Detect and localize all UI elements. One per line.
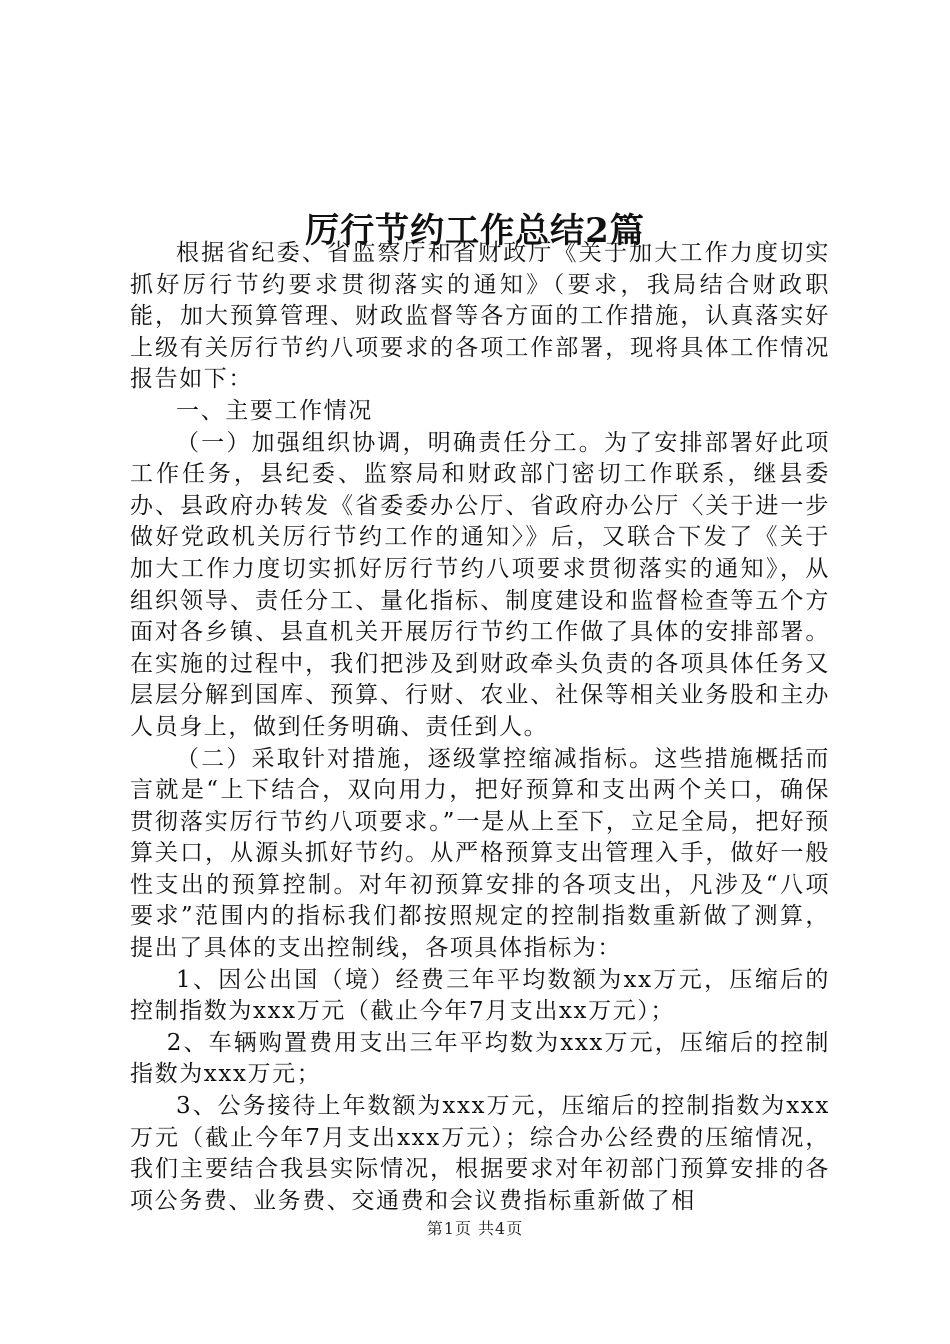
section-heading-main-work: 一、主要工作情况	[176, 397, 373, 424]
list-item-reception-expense: 3、公务接待上年数额为xxx万元，压缩后的控制指数为xxx万元（截止今年7月支出xxx万元）；综合办公经费的压缩情况，我们主要结合我县实际情况，根据要求对年初部门预算安排的各项公务费、业务费、交通费和会议费指标重新做了相	[130, 1093, 830, 1214]
paragraph-organization: （一）加强组织协调，明确责任分工。为了安排部署好此项工作任务，县纪委、监察局和财政部门密切工作联系，继县委办、县政府办转发《省委委办公厅、省政府办公厅〈关于进一步做好党政机关厉行节约工作的通知〉》后，又联合下发了《关于加大工作力度切实抓好厉行节约八项要求贯彻落实的通知》，从组织领导、责任分工、量化指标、制度建设和监督检查等五个方面对各乡镇、县直机关开展厉行节约工作做了具体的安排部署。在实施的过程中，我们把涉及到财政牵头负责的各项具体任务又层层分解到国库、预算、行财、农业、社保等相关业务股和主办人员身上，做到任务明确、责任到人。	[130, 429, 830, 740]
list-item-vehicle-expense: 2、车辆购置费用支出三年平均数为xxx万元，压缩后的控制指数为xxx万元；	[130, 1029, 830, 1088]
document-body	[130, 238, 830, 1217]
page-indicator: 第1页 共4页	[426, 1219, 524, 1238]
document-title: 厉行节约工作总结2篇	[305, 210, 645, 251]
paragraph-intro: 根据省纪委、省监察厅和省财政厅《关于加大工作力度切实抓好厉行节约要求贯彻落实的通知》（要求，我局结合财政职能，加大预算管理、财政监督等各方面的工作措施，认真落实好上级有关厉行节约八项要求的各项工作部署，现将具体工作情况报告如下：	[130, 240, 830, 393]
paragraph-measures: （二）采取针对措施，逐级掌控缩减指标。这些措施概括而言就是“上下结合，双向用力，把好预算和支出两个关口，确保贯彻落实厉行节约八项要求。”一是从上至下，立足全局，把好预算关口，从源头抓好节约。从严格预算支出管理入手，做好一般性支出的预算控制。对年初预算安排的各项支出，凡涉及“八项要求”范围内的指标我们都按照规定的控制指数重新做了测算，提出了具体的支出控制线，各项具体指标为：	[130, 745, 830, 962]
list-item-overseas-expense: 1、因公出国（境）经费三年平均数额为xx万元，压缩后的控制指数为xxx万元（截止今年7月支出xx万元）；	[130, 966, 830, 1025]
